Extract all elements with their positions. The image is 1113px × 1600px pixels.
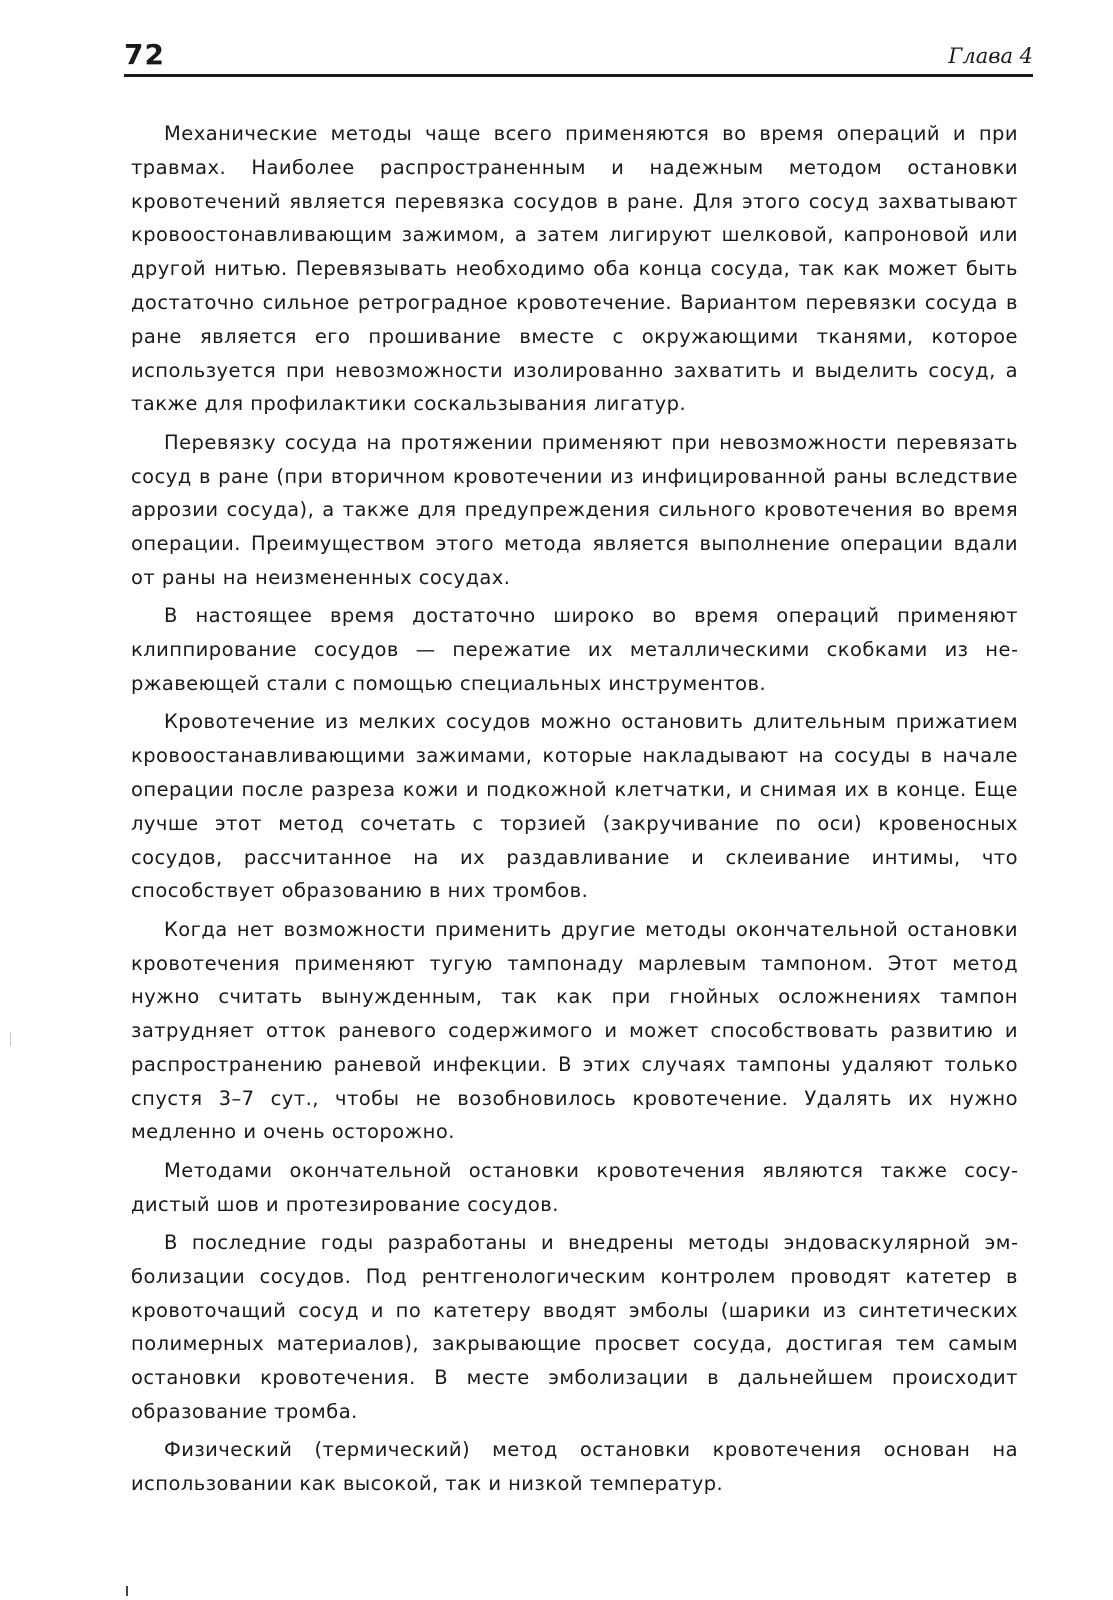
scan-stray-mark	[126, 1586, 128, 1596]
page-number: 72	[124, 38, 165, 71]
chapter-label: Глава 4	[948, 44, 1033, 68]
paragraph-clipping: В настоящее время достаточно широко во время операций применяют клиппирование сосудов — пережатие их металлическими скобками из нержавеющей стали с помощью специальных инструментов.	[131, 604, 1018, 695]
paragraph-mechanical-methods: Механические методы чаще всего применяются во время операций и при травмах. Наиболее распространенным и надежным методом остановки кровотечений является перевязка сосудов в ране. Для этого сосуд захватывают кровоостонавливающим зажимом, а затем лигируют шелковой, капроновой или другой нитью. Перевязывать необходимо оба конца сосуда, так как может быть достаточно сильное ретроградное кровотечение. Вариантом перевязки сосуда в ране является его прошивание вместе с окружающими тканями, которое используется при невозможности изолированно захватить и выделить сосуд, а также для профилактики соскальзывания лигатур.	[131, 122, 1018, 416]
paragraph-embolization: В последние годы разработаны и внедрены методы эндоваскулярной эмболизации сосудов. Под рентгенологическим контролем проводят катетер в кровоточащий сосуд и по катетеру вводят эмболы (шарики из синтетических полимерных материалов), закрывающие просвет сосуда, достигая тем самым остановки кровотечения. В месте эмболизации в дальнейшем происходит образование тромба.	[131, 1231, 1018, 1424]
running-header	[124, 36, 1033, 77]
paragraph-thermal-method: Физический (термический) метод остановки кровотечения основан на использовании как высокой, так и низкой температур.	[131, 1438, 1018, 1496]
body-text	[131, 117, 1018, 1506]
paragraph-small-vessels: Кровотечение из мелких сосудов можно остановить длительным прижатием кровоостанавливающими зажимами, которые накладывают на сосуды в начале операции после разреза кожи и подкожной клетчатки, и снимая их в конце. Еще лучше этот метод сочетать с торзией (закручивание по оси) кровеносных сосудов, рассчитанное на их раздавливание и склеивание интимы, что способствует образованию в них тромбов.	[131, 710, 1018, 903]
paragraph-ligation-along-vessel: Перевязку сосуда на протяжении применяют при невозможности перевязать сосуд в ране (при вторичном кровотечении из инфицированной раны вследствие аррозии сосуда), а также для предупреждения сильного кровотечения во время операции. Преимуществом этого метода является выполнение операции вдали от раны на неизмененных сосудах.	[131, 430, 1018, 589]
paragraph-tamponade: Когда нет возможности применить другие методы окончательной остановки кровотечения применяют тугую тампонаду марлевым тампоном. Этот метод нужно считать вынужденным, так как при гнойных осложнениях тампон затрудняет отток раневого содержимого и может способствовать развитию и распространению раневой инфекции. В этих случаях тампоны удаляют только спустя 3–7 сут., чтобы не возобновилось кровотечение. Удалять их нужно медленно и очень осторожно.	[131, 917, 1018, 1144]
scan-margin-mark	[10, 1032, 11, 1046]
paragraph-vascular-suture: Методами окончательной остановки кровотечения являются также сосудистый шов и протезирование сосудов.	[131, 1158, 1018, 1216]
